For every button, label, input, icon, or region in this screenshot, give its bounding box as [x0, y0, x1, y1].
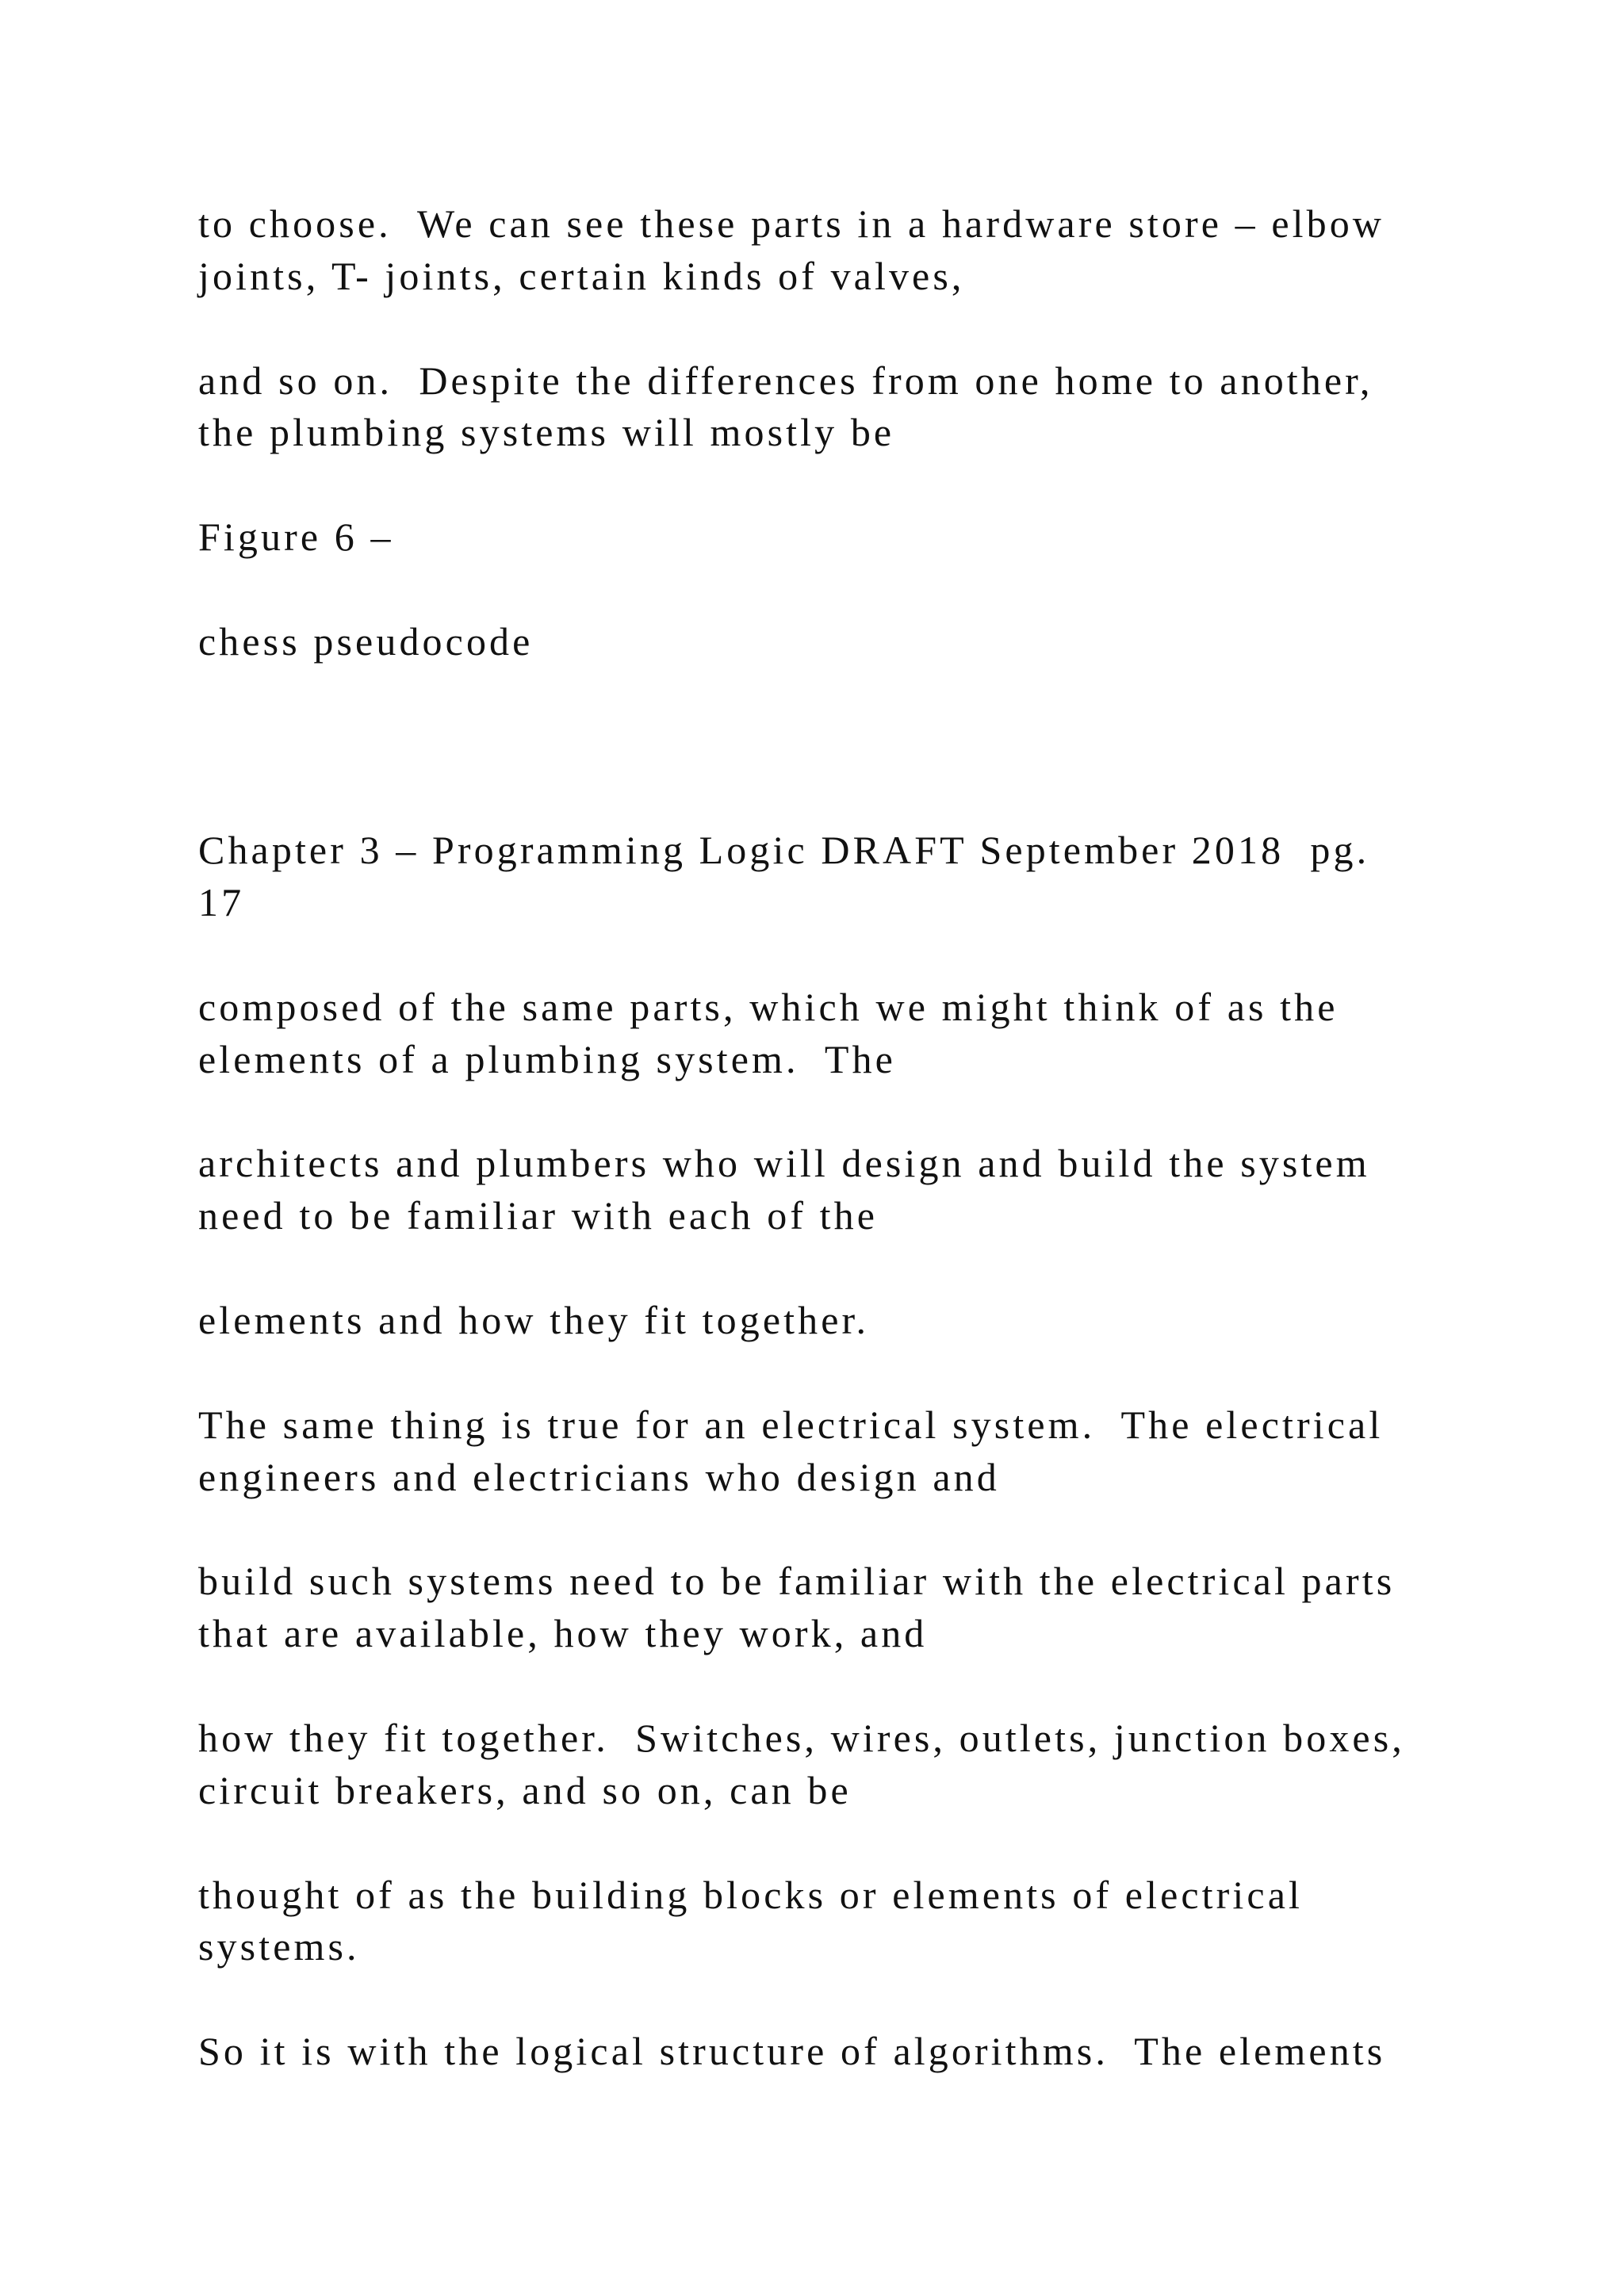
body-paragraph	[198, 2026, 1594, 2078]
body-paragraph	[198, 982, 1594, 1086]
text-line: systems.	[198, 1924, 360, 1969]
body-paragraph	[198, 1556, 1594, 1660]
text-line: how they fit together. Switches, wires, outlets, junction boxes,	[198, 1715, 1405, 1760]
text-line: need to be familiar with each of the	[198, 1193, 879, 1238]
text-line: and so on. Despite the differences from one home to another,	[198, 358, 1373, 403]
text-line: So it is with the logical structure of algorithms. The elements	[198, 2029, 1386, 2074]
text-line: elements of a plumbing system. The	[198, 1036, 896, 1081]
text-line: that are available, how they work, and	[198, 1611, 928, 1656]
text-line: joints, T- joints, certain kinds of valves,	[198, 253, 965, 298]
running-header	[198, 825, 1594, 929]
text-line: circuit breakers, and so on, can be	[198, 1767, 852, 1812]
text-line: to choose. We can see these parts in a hardware store – elbow	[198, 201, 1385, 246]
text-line: chess pseudocode	[198, 618, 534, 664]
text-line: Figure 6 –	[198, 515, 394, 560]
body-paragraph	[198, 355, 1594, 460]
text-line: elements and how they fit together.	[198, 1298, 870, 1343]
text-line: thought of as the building blocks or elements of electrical	[198, 1872, 1303, 1917]
text-line: The same thing is true for an electrical system. The electrical	[198, 1402, 1384, 1447]
body-paragraph	[198, 1399, 1594, 1504]
body-paragraph	[198, 1138, 1594, 1242]
text-line: architects and plumbers who will design and build the system	[198, 1141, 1370, 1186]
text-line: build such systems need to be familiar with the electrical parts	[198, 1559, 1396, 1604]
figure-caption-label	[198, 511, 1594, 564]
body-paragraph	[198, 1712, 1594, 1817]
document-text	[198, 198, 1594, 2130]
figure-caption-title	[198, 616, 1594, 668]
text-line: engineers and electricians who design and	[198, 1454, 1000, 1499]
text-line: composed of the same parts, which we might think of as the	[198, 984, 1339, 1029]
body-paragraph	[198, 198, 1594, 303]
page-number: 17	[198, 880, 245, 925]
body-paragraph	[198, 1295, 1594, 1347]
running-header-text: Chapter 3 – Programming Logic DRAFT September 2018 pg.	[198, 828, 1370, 873]
body-paragraph	[198, 1869, 1594, 1974]
text-line: the plumbing systems will mostly be	[198, 410, 895, 455]
